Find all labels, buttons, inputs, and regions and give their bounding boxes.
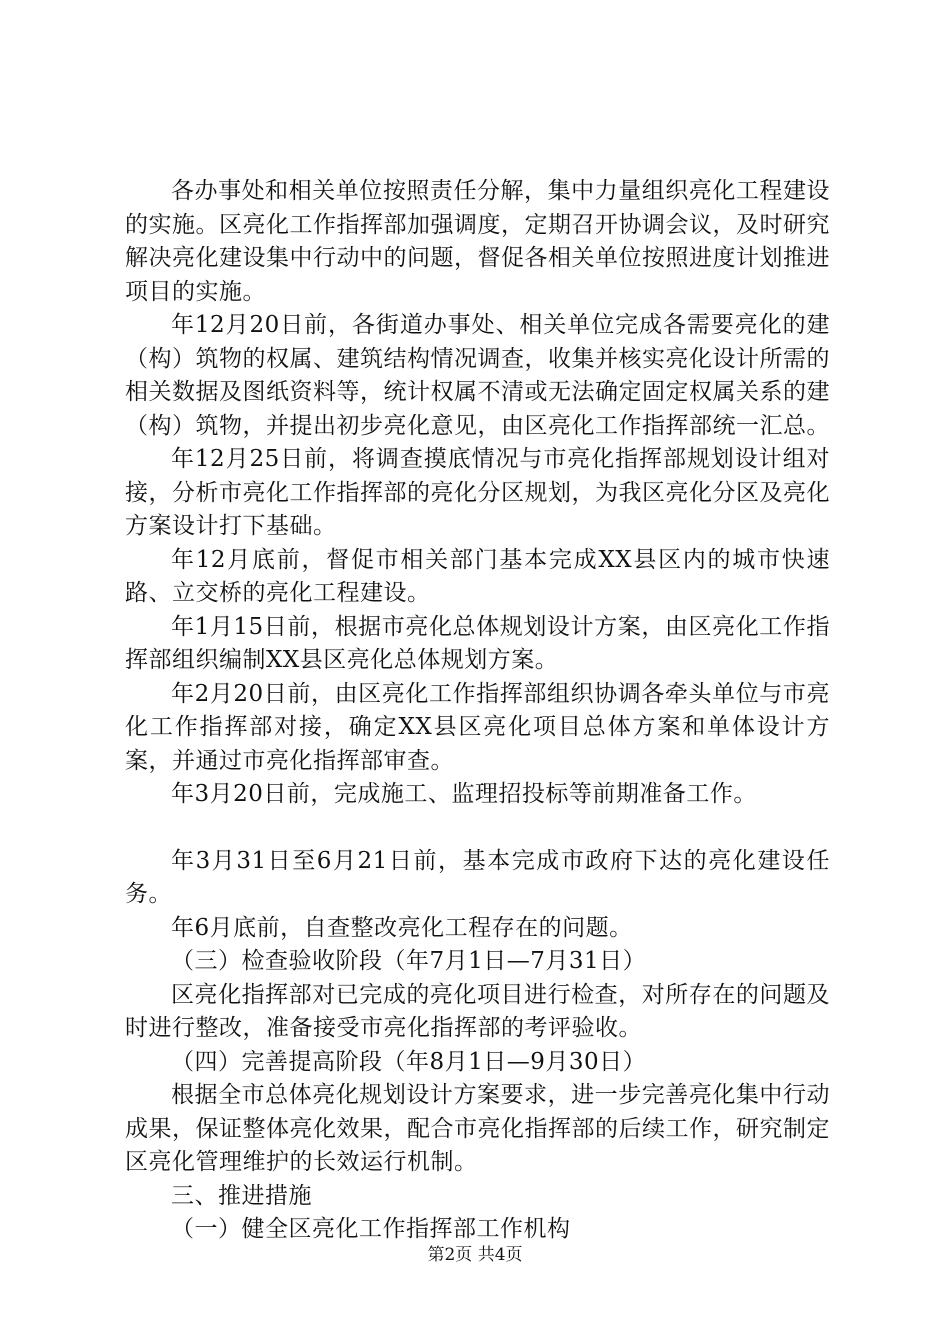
paragraph-improvement: 根据全市总体亮化规划设计方案要求，进一步完善亮化集中行动成果，保证整体亮化效果，配合市亮化指挥部的后续工作，研究制定区亮化管理维护的长效运行机制。 <box>125 1082 830 1175</box>
paragraph-dec-20: 年12月20日前，各街道办事处、相关单位完成各需要亮化的建（构）筑物的权属、建筑结构情况调查，收集并核实亮化设计所需的相关数据及图纸资料等，统计权属不清或无法确定固定权属关系的建（构）筑物，并提出初步亮化意见，由区亮化工作指挥部统一汇总。 <box>125 312 830 439</box>
heading-measures: 三、推进措施 <box>171 1182 312 1209</box>
document-body <box>125 175 830 1247</box>
paragraph-mar-31: 年3月31日至6月21日前，基本完成市政府下达的亮化建设任务。 <box>125 847 830 907</box>
paragraph-inspection: 区亮化指挥部对已完成的亮化项目进行检查，对所存在的问题及时进行整改，准备接受市亮化指挥部的考评验收。 <box>125 981 830 1041</box>
paragraph-jun-end: 年6月底前，自查整改亮化工程存在的问题。 <box>171 914 633 941</box>
heading-improvement-stage: （四）完善提高阶段（年8月1日—9月30日） <box>171 1048 647 1075</box>
paragraph-feb-20: 年2月20日前，由区亮化工作指挥部组织协调各牵头单位与市亮化工作指挥部对接，确定XX县区亮化项目总体方案和单体设计方案，并通过市亮化指挥部审查。 <box>125 680 830 774</box>
paragraph-dec-25: 年12月25日前，将调查摸底情况与市亮化指挥部规划设计组对接，分析市亮化工作指挥部的亮化分区规划，为我区亮化分区及亮化方案设计打下基础。 <box>125 446 830 539</box>
heading-inspection-stage: （三）检查验收阶段（年7月1日—7月31日） <box>171 948 647 974</box>
paragraph-jan-15: 年1月15日前，根据市亮化总体规划设计方案，由区亮化工作指挥部组织编制XX县区亮化总体规划方案。 <box>125 613 830 673</box>
heading-measures-1: （一）健全区亮化工作指挥部工作机构 <box>171 1216 571 1242</box>
paragraph-dec-end: 年12月底前，督促市相关部门基本完成XX县区内的城市快速路、立交桥的亮化工程建设。 <box>125 546 830 606</box>
page-footer: 第2页 共4页 <box>427 1245 523 1265</box>
paragraph-intro: 各办事处和相关单位按照责任分解，集中力量组织亮化工程建设的实施。区亮化工作指挥部加强调度，定期召开协调会议，及时研究解决亮化建设集中行动中的问题，督促各相关单位按照进度计划推进项目的实施。 <box>125 178 830 305</box>
paragraph-mar-20: 年3月20日前，完成施工、监理招投标等前期准备工作。 <box>171 781 757 807</box>
